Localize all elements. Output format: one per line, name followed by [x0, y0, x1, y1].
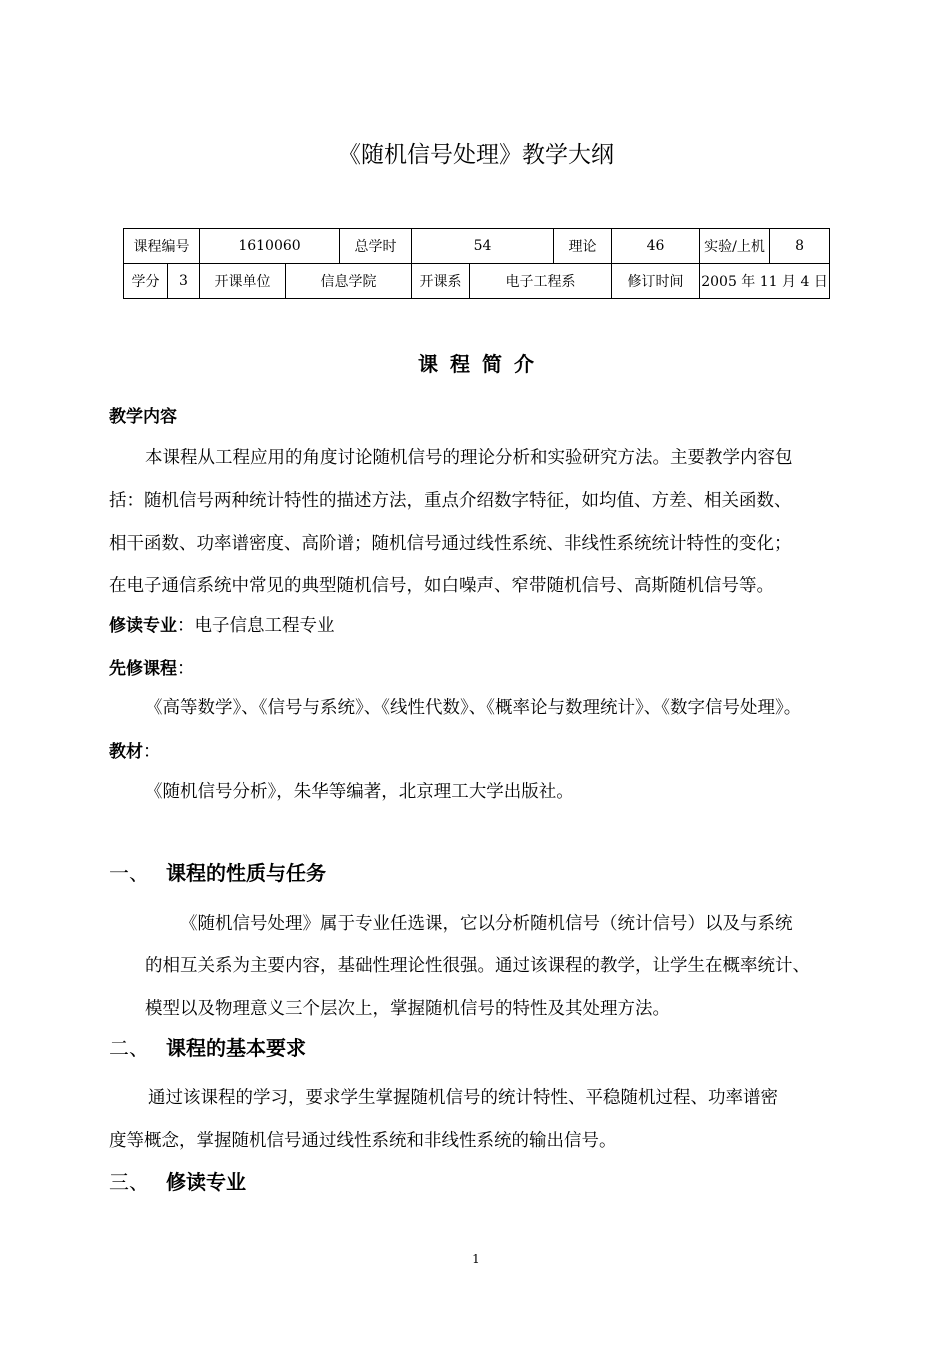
table-row: [124, 229, 830, 264]
revision-label: 修订时间: [612, 264, 700, 299]
page-number: 1: [472, 1252, 480, 1266]
section-heading: [109, 1032, 306, 1061]
course-info-table: [123, 228, 830, 299]
unit-value: 信息学院: [286, 264, 412, 299]
prereq-colon: ：: [177, 659, 195, 679]
section-number: 一、: [109, 861, 149, 885]
major-colon: ：: [177, 616, 195, 636]
section-number: 二、: [109, 1036, 149, 1060]
teaching-content-line: 在电子通信系统中常见的典型随机信号，如白噪声、窄带随机信号、高斯随机信号等。: [109, 576, 774, 596]
section-line: 的相互关系为主要内容，基础性理论性很强。通过该课程的教学，让学生在概率统计、: [145, 956, 810, 976]
major-value: 电子信息工程专业: [194, 616, 335, 636]
credit-label: 学分: [124, 264, 168, 299]
document-title: 《随机信号处理》教学大纲: [338, 142, 614, 168]
section-line: 度等概念，掌握随机信号通过线性系统和非线性系统的输出信号。: [109, 1131, 617, 1151]
dept-label: 开课系: [412, 264, 470, 299]
total-hours-value: 54: [412, 229, 554, 264]
prereq-value: 《高等数学》、《信号与系统》、《线性代数》、《概率论与数理统计》、《数字信号处理》。: [145, 698, 802, 718]
section-heading: [109, 857, 326, 886]
teaching-content-line: 本课程从工程应用的角度讨论随机信号的理论分析和实验研究方法。主要教学内容包: [145, 448, 793, 468]
major-label: 修读专业: [109, 616, 177, 636]
revision-value: 2005 年 11 月 4 日: [700, 264, 830, 299]
section-line: 模型以及物理意义三个层次上，掌握随机信号的特性及其处理方法。: [145, 999, 670, 1019]
section-line: 《随机信号处理》属于专业任选课，它以分析随机信号（统计信号）以及与系统: [180, 914, 793, 934]
prereq-label: 先修课程: [109, 659, 177, 679]
theory-value: 46: [612, 229, 700, 264]
section-title: 课程的性质与任务: [166, 861, 326, 885]
textbook-value: 《随机信号分析》，朱华等编著，北京理工大学出版社。: [145, 782, 574, 802]
major-row: [109, 611, 335, 637]
section-title: 课程的基本要求: [166, 1036, 306, 1060]
lab-label: 实验/上机: [700, 229, 770, 264]
course-code-label: 课程编号: [124, 229, 200, 264]
course-code-value: 1610060: [200, 229, 340, 264]
textbook-label: 教材: [109, 742, 143, 762]
textbook-colon: ：: [143, 742, 161, 762]
section-title: 修读专业: [166, 1170, 246, 1194]
section-heading: [109, 1166, 246, 1195]
theory-label: 理论: [554, 229, 612, 264]
teaching-content-heading: 教学内容: [109, 407, 177, 427]
teaching-content-line: 括：随机信号两种统计特性的描述方法，重点介绍数字特征，如均值、方差、相关函数、: [109, 491, 792, 511]
intro-heading: 课程简介: [418, 352, 546, 376]
dept-value: 电子工程系: [470, 264, 612, 299]
table-row: [124, 264, 830, 299]
teaching-content-line: 相干函数、功率谱密度、高阶谱；随机信号通过线性系统、非线性系统统计特性的变化；: [109, 534, 792, 554]
total-hours-label: 总学时: [340, 229, 412, 264]
credit-value: 3: [168, 264, 200, 299]
lab-value: 8: [770, 229, 830, 264]
section-line: 通过该课程的学习，要求学生掌握随机信号的统计特性、平稳随机过程、功率谱密: [148, 1088, 778, 1108]
prereq-heading-row: [109, 654, 195, 680]
unit-label: 开课单位: [200, 264, 286, 299]
section-number: 三、: [109, 1170, 149, 1194]
textbook-heading-row: [109, 737, 161, 763]
